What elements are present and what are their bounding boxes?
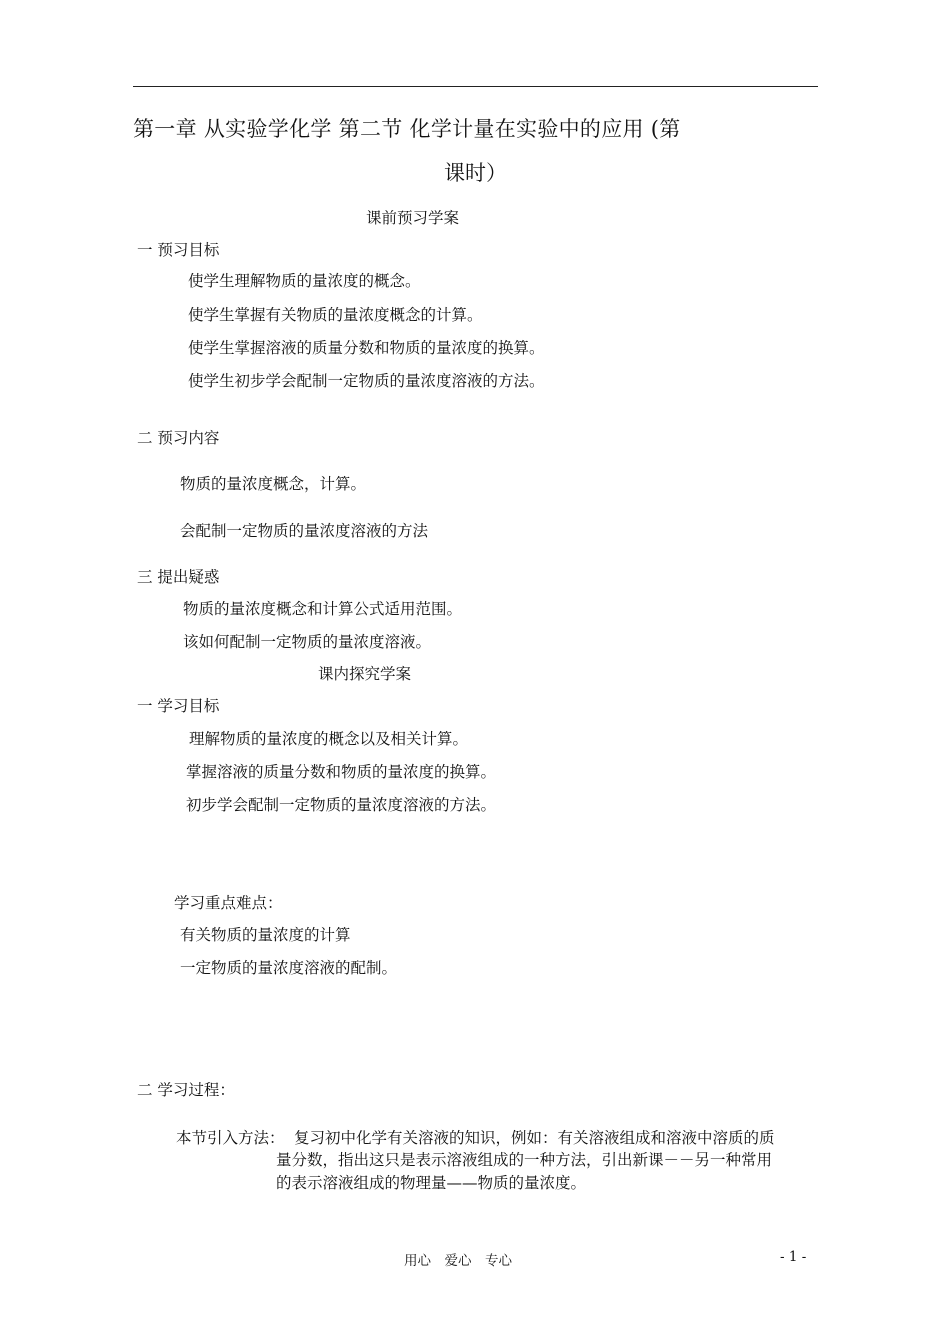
preview-goal-item: 使学生掌握有关物质的量浓度概念的计算。 — [188, 306, 483, 324]
header-rule — [133, 86, 818, 87]
document-title-continued: 课时） — [444, 161, 507, 185]
inclass-goal-heading: 一 学习目标 — [137, 697, 220, 715]
process-heading: 二 学习过程： — [137, 1081, 235, 1099]
preview-goal-item: 使学生理解物质的量浓度的概念。 — [188, 272, 421, 290]
preview-content-heading: 二 预习内容 — [137, 429, 220, 447]
inclass-goal-item: 理解物质的量浓度的概念以及相关计算。 — [189, 730, 469, 748]
preview-goal-heading: 一 预习目标 — [137, 241, 220, 259]
preview-content-item: 会配制一定物质的量浓度溶液的方法 — [180, 522, 429, 540]
key-point-item: 有关物质的量浓度的计算 — [180, 926, 351, 944]
preview-question-heading: 三 提出疑惑 — [137, 568, 220, 586]
preview-goal-item: 使学生掌握溶液的质量分数和物质的量浓度的换算。 — [188, 339, 545, 357]
preview-goal-item: 使学生初步学会配制一定物质的量浓度溶液的方法。 — [188, 372, 545, 390]
intro-text-line: 的表示溶液组成的物理量——物质的量浓度。 — [276, 1174, 587, 1192]
inclass-heading: 课内探究学案 — [318, 665, 412, 683]
document-title: 第一章 从实验学化学 第二节 化学计量在实验中的应用 (第 — [133, 117, 681, 141]
intro-label: 本节引入方法： — [176, 1129, 285, 1147]
key-point-item: 一定物质的量浓度溶液的配制。 — [180, 959, 398, 977]
key-points-heading: 学习重点难点： — [174, 894, 283, 912]
preview-content-item: 物质的量浓度概念，计算。 — [180, 475, 367, 493]
preview-heading: 课前预习学案 — [366, 209, 460, 227]
inclass-goal-item: 初步学会配制一定物质的量浓度溶液的方法。 — [186, 796, 497, 814]
page-number: - 1 - — [780, 1249, 807, 1265]
inclass-goal-item: 掌握溶液的质量分数和物质的量浓度的换算。 — [186, 763, 497, 781]
preview-question-item: 该如何配制一定物质的量浓度溶液。 — [183, 633, 432, 651]
intro-text-line: 复习初中化学有关溶液的知识，例如：有关溶液组成和溶液中溶质的质 — [294, 1129, 775, 1147]
preview-question-item: 物质的量浓度概念和计算公式适用范围。 — [183, 600, 463, 618]
footer-motto: 用心 爱心 专心 — [404, 1253, 512, 1269]
intro-text-line: 量分数，指出这只是表示溶液组成的一种方法，引出新课－－另一种常用 — [276, 1151, 773, 1169]
